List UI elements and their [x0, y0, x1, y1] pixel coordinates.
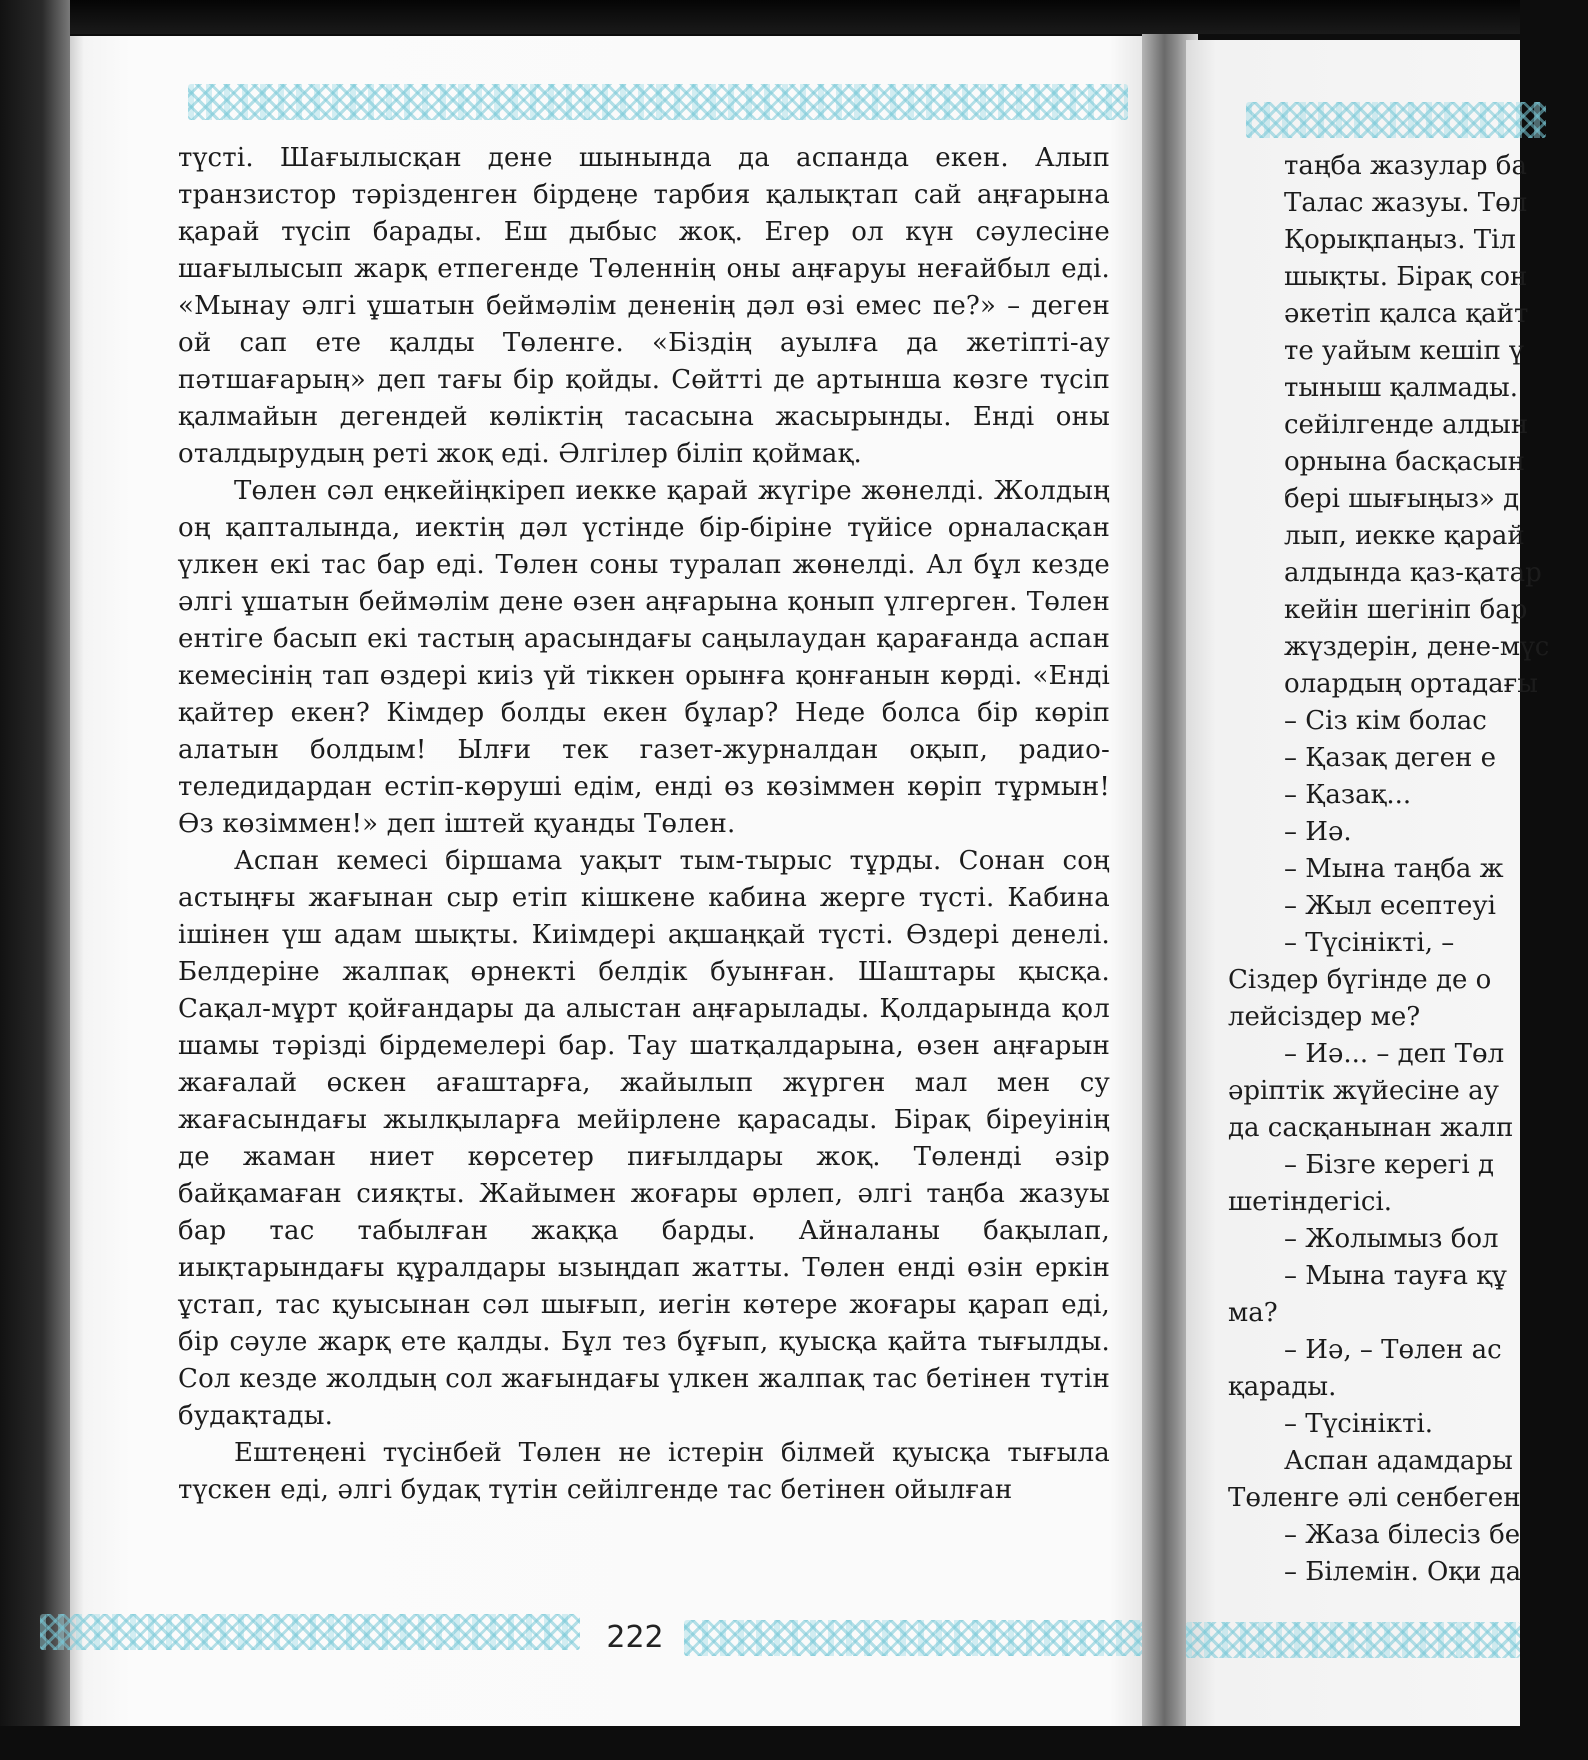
right-page-line: – Мына тауға құ	[1284, 1261, 1507, 1291]
page-number: 222	[606, 1620, 664, 1655]
right-page-line: – Білемін. Оқи да	[1284, 1557, 1522, 1587]
right-page-line: – Түсінікті, –	[1284, 928, 1455, 958]
top-ornament-right-page	[1246, 102, 1546, 138]
right-page-line: бері шығыңыз» д	[1284, 484, 1520, 514]
right-page-line: – Бізге керегі д	[1284, 1150, 1495, 1180]
right-page-line: Қорықпаңыз. Тіл	[1284, 225, 1516, 255]
right-page-line: әкетіп қалса қайт	[1284, 299, 1529, 329]
bottom-ornament-right	[684, 1620, 1154, 1656]
right-page-line: – Жаза білесіз бе	[1284, 1520, 1521, 1550]
scan-bottom-edge	[0, 1726, 1520, 1760]
right-page-line: – Иә, – Төлен ас	[1284, 1335, 1502, 1365]
right-page-text	[1228, 148, 1588, 1591]
right-page-line: Аспан адамдары	[1284, 1446, 1513, 1476]
right-page-line: да сасқанынан жалп	[1228, 1113, 1514, 1143]
right-page-line: те уайым кешіп ү	[1284, 336, 1524, 366]
top-ornament-left-page	[188, 84, 1128, 120]
right-page	[1186, 40, 1550, 1730]
right-page-line: кейін шегініп бар	[1284, 595, 1528, 625]
right-page-line: – Мына таңба ж	[1284, 854, 1504, 884]
scan-top-edge	[0, 0, 1520, 34]
right-page-line: Талас жазуы. Төл	[1284, 188, 1528, 218]
right-page-line: – Иә.	[1284, 817, 1352, 847]
right-page-line: әріптік жүйесіне ау	[1228, 1076, 1499, 1106]
right-page-line: қарады.	[1228, 1372, 1337, 1402]
right-page-line: ма?	[1228, 1298, 1278, 1328]
scan-left-edge	[0, 0, 70, 1760]
right-page-line: – Қазақ деген е	[1284, 743, 1496, 773]
right-page-line: сейілгенде алдын	[1284, 410, 1529, 440]
right-page-line: орнына басқасын	[1284, 447, 1525, 477]
right-page-line: жүздерін, дене-мүс	[1284, 632, 1550, 662]
right-page-line: Сіздер бүгінде де о	[1228, 965, 1492, 995]
paragraph-1: түсті. Шағылысқан дене шынында да аспанда екен. Алып транзистор тәрізденген бірдеңе тарбия қалықтап сай аңғарына қарай түсіп барады. Еш дыбыс жоқ. Егер ол күн сәулесіне шағылысып жарқ етпегенде Төленнің оны аңғаруы неғайбыл еді. «Мынау әлгі ұшатын беймәлім дененің дәл өзі емес пе?» – деген ой сап ете қалды Төленге. «Біздің ауылға да жетіпті-ау пәтшағарың» деп тағы бір қойды. Сөйтті де артынша көзге түсіп қалмайын дегендей көліктің тасасына жасырынды. Енді оны оталдырудың реті жоқ еді. Әлгілер біліп қоймақ.	[178, 143, 1110, 469]
right-page-line: лейсіздер ме?	[1228, 1002, 1421, 1032]
right-page-line: алдында қаз-қатар	[1284, 558, 1542, 588]
right-page-line: – Қазақ...	[1284, 780, 1412, 810]
right-page-line: шықты. Бірақ сон	[1284, 262, 1528, 292]
right-page-line: олардың ортадағы	[1284, 669, 1538, 699]
right-page-line: лып, иекке қарай	[1284, 521, 1525, 551]
right-page-line: шетіндегісі.	[1228, 1187, 1393, 1217]
right-page-line: – Түсінікті.	[1284, 1409, 1434, 1439]
paragraph-2: Төлен сәл еңкейіңкіреп иекке қарай жүгіре жөнелді. Жолдың оң қапталында, иектің дәл үстінде бір-біріне түйісе орналасқан үлкен екі тас бар еді. Төлен соны туралап жөнелді. Ал бұл кезде әлгі ұшатын беймәлім дене өзен аңғарына қонып үлгерген. Төлен ентіге басып екі тастың арасындағы саңылаудан қарағанда аспан кемесінің тап өздері киіз үй тіккен орынға қонғанын көрді. «Енді қайтер екен? Кімдер болды екен бұлар? Неде болса бір көріп алатын болдым! Ылғи тек газет-журналдан оқып, радио-теледидардан естіп-көруші едім, енді өз көзіммен көріп тұрмын! Өз көзіммен!» деп іштей қуанды Төлен.	[178, 476, 1110, 839]
right-page-line: – Сіз кім болас	[1284, 706, 1487, 736]
right-page-line: Төленге әлі сенбеген	[1228, 1483, 1521, 1513]
right-page-line: – Иә... – деп Төл	[1284, 1039, 1505, 1069]
bottom-ornament-left	[40, 1614, 580, 1650]
paragraph-3: Аспан кемесі біршама уақыт тым-тырыс тұрды. Сонан соң астыңғы жағынан сыр етіп кішкене кабина жерге түсті. Кабина ішінен үш адам шықты. Киімдері ақшаңқай түсті. Өздері денелі. Белдеріне жалпақ өрнекті белдік буынған. Шаштары қысқа. Сақал-мұрт қойғандары да алыстан аңғарылады. Қолдарында қол шамы тәрізді бірдемелері бар. Тау шатқалдарына, өзен аңғарын жағалай өскен ағаштарға, жайылып жүрген мал мен су жағасындағы жылқыларға мейірлене қарасады. Бірақ біреуінің де жаман ниет көрсетер пиғылдары жоқ. Төленді әзір байқамаған сияқты. Жайымен жоғары өрлеп, әлгі таңба жазуы бар тас табылған жаққа барды. Айналаны бақылап, иықтарындағы құралдары ызыңдап жатты. Төлен енді өзін еркін ұстап, тас қуысынан сәл шығып, иегін көтере жоғары қарап еді, бір сәуле жарқ ете қалды. Бұл тез бұғып, қуысқа қайта тығылды. Сол кезде жолдың сол жағындағы үлкен жалпақ тас бетінен түтін будақтады.	[178, 846, 1110, 1431]
bottom-ornament-right-page	[1186, 1622, 1520, 1658]
right-page-line: таңба жазулар ба	[1284, 151, 1527, 181]
right-page-line: тыныш қалмады.	[1284, 373, 1518, 403]
left-page-text	[178, 140, 1110, 1509]
right-page-line: – Жолымыз бол	[1284, 1224, 1499, 1254]
paragraph-4: Ештеңені түсінбей Төлен не істерін білмей қуысқа тығыла түскен еді, әлгі будақ түтін сейілгенде тас бетінен ойылған	[178, 1438, 1110, 1505]
right-page-line: – Жыл есептеуі	[1284, 891, 1496, 921]
